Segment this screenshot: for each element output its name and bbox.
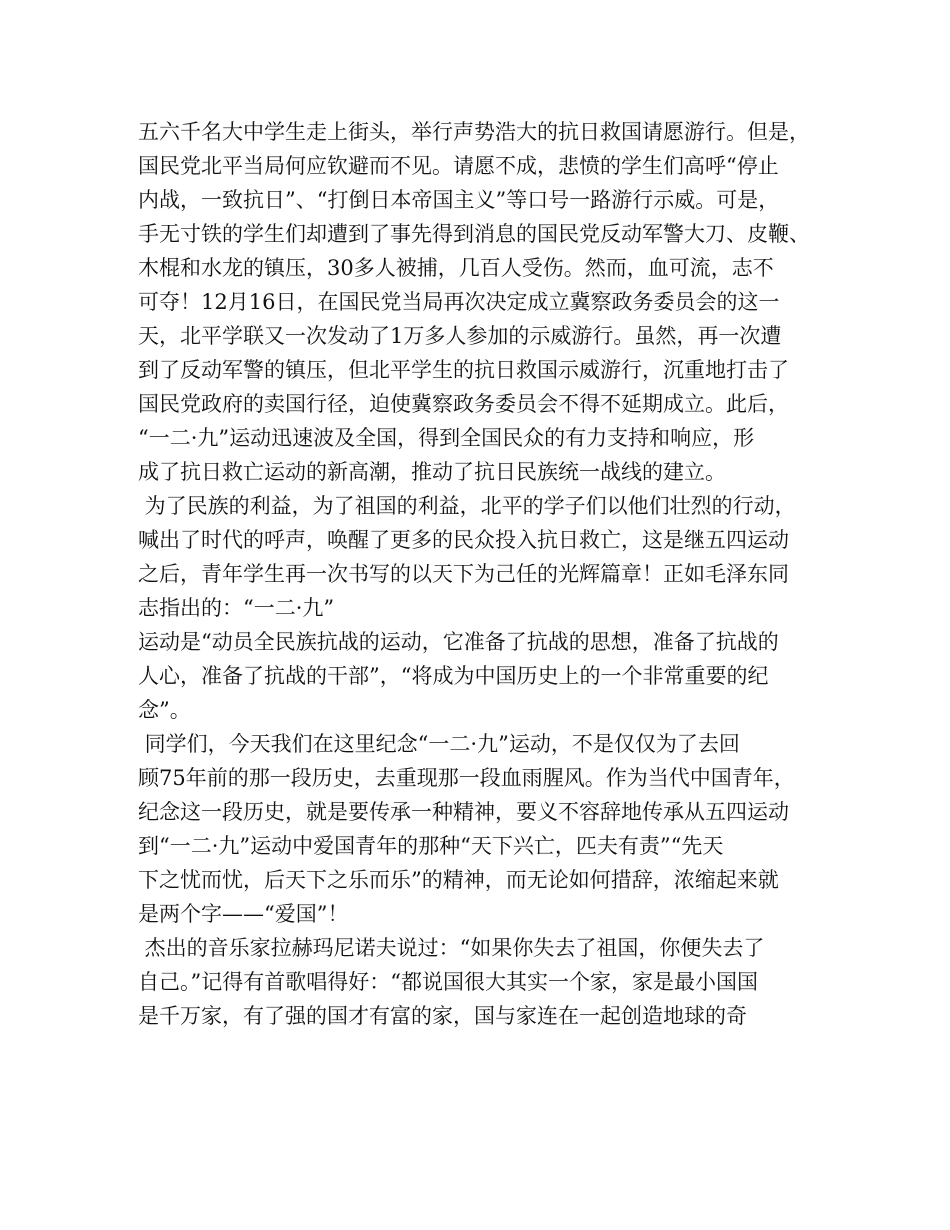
text-line: 之后，青年学生再一次书写的以天下为己任的光辉篇章！正如毛泽东同 <box>138 562 789 586</box>
text-line: 到了反动军警的镇压，但北平学生的抗日救国示威游行，沉重地打击了 <box>138 358 789 382</box>
body-text <box>138 115 818 1033</box>
text-line: “一二·九”运动迅速波及全国，得到全国民众的有力支持和响应，形 <box>138 426 755 450</box>
text-line: 杰出的音乐家拉赫玛尼诺夫说过：“如果你失去了祖国，你便失去了 <box>138 936 765 960</box>
text-line: 天，北平学联又一次发动了1万多人参加的示威游行。虽然，再一次遭 <box>138 324 782 348</box>
text-line: 自己。”记得有首歌唱得好：“都说国很大其实一个家，家是最小国国 <box>138 970 758 994</box>
text-line: 喊出了时代的呼声，唤醒了更多的民众投入抗日救亡，这是继五四运动 <box>138 528 789 552</box>
text-line: 顾75年前的那一段历史，去重现那一段血雨腥风。作为当代中国青年， <box>138 766 795 790</box>
text-line: 木棍和水龙的镇压，30多人被捕，几百人受伤。然而，血可流，志不 <box>138 256 774 280</box>
text-line: 同学们，今天我们在这里纪念“一二·九”运动，不是仅仅为了去回 <box>138 732 740 756</box>
text-line: 成了抗日救亡运动的新高潮，推动了抗日民族统一战线的建立。 <box>138 460 726 484</box>
text-line: 到“一二·九”运动中爱国青年的那种“天下兴亡，匹夫有责”“先天 <box>138 834 724 858</box>
text-line: 是两个字——“爱国”！ <box>138 902 349 926</box>
text-line: 手无寸铁的学生们却遭到了事先得到消息的国民党反动军警大刀、皮鞭、 <box>138 222 810 246</box>
text-line: 国民党政府的卖国行径，迫使冀察政务委员会不得不延期成立。此后， <box>138 392 789 416</box>
text-line: 五六千名大中学生走上街头，举行声势浩大的抗日救国请愿游行。但是， <box>138 120 810 144</box>
text-line: 为了民族的利益，为了祖国的利益，北平的学子们以他们壮烈的行动， <box>138 494 796 518</box>
text-line: 内战，一致抗日”、“打倒日本帝国主义”等口号一路游行示威。可是， <box>138 188 780 212</box>
text-line: 纪念这一段历史，就是要传承一种精神，要义不容辞地传承从五四运动 <box>138 800 789 824</box>
text-line: 人心，准备了抗战的干部”，“将成为中国历史上的一个非常重要的纪 <box>138 664 769 688</box>
text-line: 念”。 <box>138 698 191 722</box>
text-line: 国民党北平当局何应钦避而不见。请愿不成，悲愤的学生们高呼“停止 <box>138 154 779 178</box>
text-line: 可夺！12月16日，在国民党当局再次决定成立冀察政务委员会的这一 <box>138 290 780 314</box>
text-line: 运动是“动员全民族抗战的运动，它准备了抗战的思想，准备了抗战的 <box>138 630 779 654</box>
text-line: 志指出的：“一二·九” <box>138 596 335 620</box>
text-line: 是千万家，有了强的国才有富的家，国与家连在一起创造地球的奇 <box>138 1004 747 1028</box>
text-line: 下之忧而忧，后天下之乐而乐”的精神，而无论如何措辞，浓缩起来就 <box>138 868 779 892</box>
